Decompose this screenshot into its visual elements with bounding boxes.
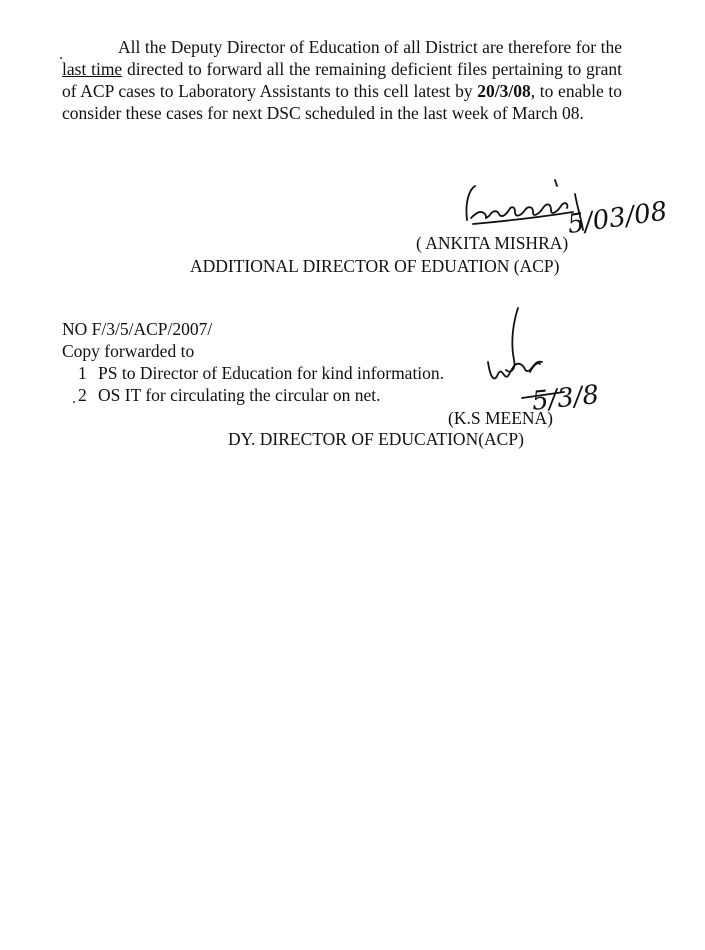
scan-speck [60,57,62,59]
para-text-3: , to enable to consider these cases for next DSC scheduled in the last week of March 08. [62,81,623,123]
sig2-date-handwritten: 5/3/8 [530,379,600,417]
deadline-date: 20/3/08 [477,81,531,101]
list-item [62,384,444,406]
signatory-title-2: DY. DIRECTOR OF EDUCATION(ACP) [228,429,524,449]
copy-forward-block [62,318,444,406]
signatory-name: ( ANKITA MISHRA) [416,233,569,253]
signatory-title: ADDITIONAL DIRECTOR OF EDUATION (ACP) [190,256,560,276]
signatory-name-2: (K.S MEENA) [448,408,553,428]
list-item [62,362,444,384]
circular-paragraph [62,36,622,124]
sig1-date-handwritten: 5/03/08 [565,196,670,241]
scan-speck [73,401,75,403]
para-text-1: All the Deputy Director of Education of all District are therefore for the [118,37,622,57]
list-item-text: OS IT for circulating the circular on net. [98,385,381,405]
para-text-2: directed to forward all the remaining deficient files pertaining to grant of ACP cases to Laboratory Assistants to this cell latest by [62,59,622,101]
copy-forwarded-label: Copy forwarded to [62,341,195,361]
list-item-number: 2 [78,385,87,405]
list-item-text: PS to Director of Education for kind information. [98,363,445,383]
reference-number: NO F/3/5/ACP/2007/ [62,319,213,339]
para-underlined-text: last time [62,59,123,79]
list-item-number: 1 [78,363,87,383]
